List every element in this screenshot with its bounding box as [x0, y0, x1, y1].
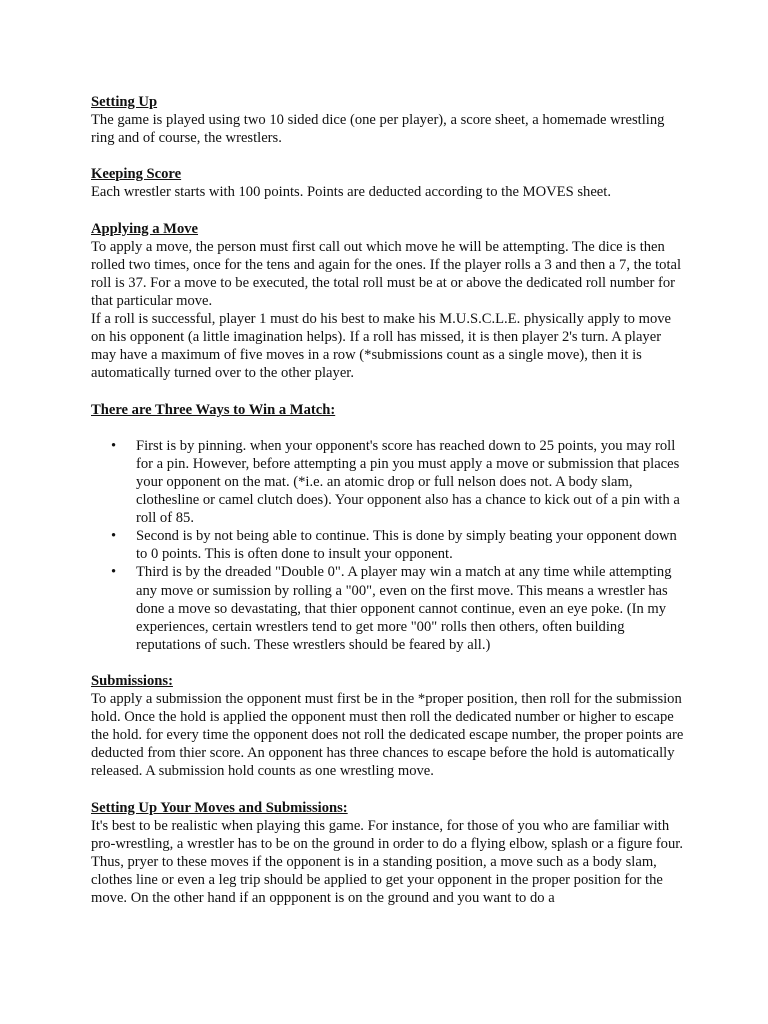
list-item-text: First is by pinning. when your opponent's score has reached down to 25 points, you may roll for a pin. However, before attempting a pin you must apply a move or submission that places your opponent on the mat. (*i.e. an atomic drop or full nelson does not. A body slam, clothesline or camel clutch does). Your opponent also has a chance to kick out of a pin with a roll of 85. — [136, 437, 680, 527]
paragraph-applying-move-1: To apply a move, the person must first call out which move he will be attempting. The dice is then rolled two times, once for the tens and again for the ones. If the player rolls a 3 and then a 7, the total roll is 37. For a move to be executed, the total roll must be at or above the dedicated roll number for that particular move. — [91, 238, 682, 310]
paragraph-applying-move-2: If a roll is successful, player 1 must do his best to make his M.U.S.C.L.E. physically apply to move on his opponent (a little imagination helps). If a roll has missed, it is then player 2's turn. A player may have a maximum of five moves in a row (*submissions count as a single move), then it is automatically turned over to the other player. — [91, 311, 672, 382]
heading-keeping-score: Keeping Score — [91, 166, 182, 183]
paragraph-setting-up: The game is played using two 10 sided dice (one per player), a score sheet, a homemade wrestling ring and of course, the wrestlers. — [91, 112, 665, 147]
heading-setting-up: Setting Up — [91, 94, 158, 110]
bullet-icon: • — [111, 437, 117, 454]
paragraph-keeping-score: Each wrestler starts with 100 points. Points are deducted according to the MOVES sheet. — [91, 184, 611, 201]
paragraph-submissions: To apply a submission the opponent must first be in the *proper position, then roll for the submission hold. Once the hold is applied the opponent must then roll the dedicated number or higher to escape the hold. for every time the opponent does not roll the dedicated escape number, the proper points are deducted from thier score. An opponent has three chances to escape before the hold is automatically released. A submission hold counts as one wrestling move. — [91, 691, 684, 780]
spacer — [91, 202, 687, 220]
list-item — [91, 437, 687, 527]
list-item-text: Second is by not being able to continue. This is done by simply beating your opponent down to 0 points. This is often done to insult your opponent. — [136, 528, 677, 563]
heading-applying-move: Applying a Move — [91, 220, 199, 237]
heading-ways-to-win: There are Three Ways to Win a Match: — [91, 401, 336, 418]
document-page — [91, 93, 687, 907]
heading-submissions: Submissions: — [91, 673, 173, 689]
spacer — [91, 383, 687, 401]
list-item — [91, 563, 687, 653]
list-item — [91, 527, 687, 563]
win-methods-list — [91, 437, 687, 654]
spacer — [91, 781, 687, 799]
spacer — [91, 147, 687, 165]
heading-setting-up-moves: Setting Up Your Moves and Submissions: — [91, 799, 348, 816]
bullet-icon: • — [111, 528, 117, 545]
paragraph-setting-up-moves: It's best to be realistic when playing this game. For instance, for those of you who are familiar with pro-wrestling, a wrestler has to be on the ground in order to do a flying elbow, splash or a figure four. Thus, pryer to these moves if the opponent is in a standing position, a move such as a body slam, clothes line or even a leg trip should be applied to get your opponent in the proper position for the move. On the other hand if an oppponent is on the ground and you want to do a — [91, 817, 683, 907]
spacer — [91, 654, 687, 672]
list-item-text: Third is by the dreaded "Double 0". A player may win a match at any time while attempting any move or sumission by rolling a "00", even on the first move. This means a wrestler has done a move so devastating, that thier opponent cannot continue, even an eye poke. (In my experiences, certain wrestlers tend to get more "00" rolls then others, often building reputations of such. These wrestlers should be feared by all.) — [136, 564, 672, 653]
spacer — [91, 419, 687, 437]
bullet-icon: • — [111, 564, 117, 581]
